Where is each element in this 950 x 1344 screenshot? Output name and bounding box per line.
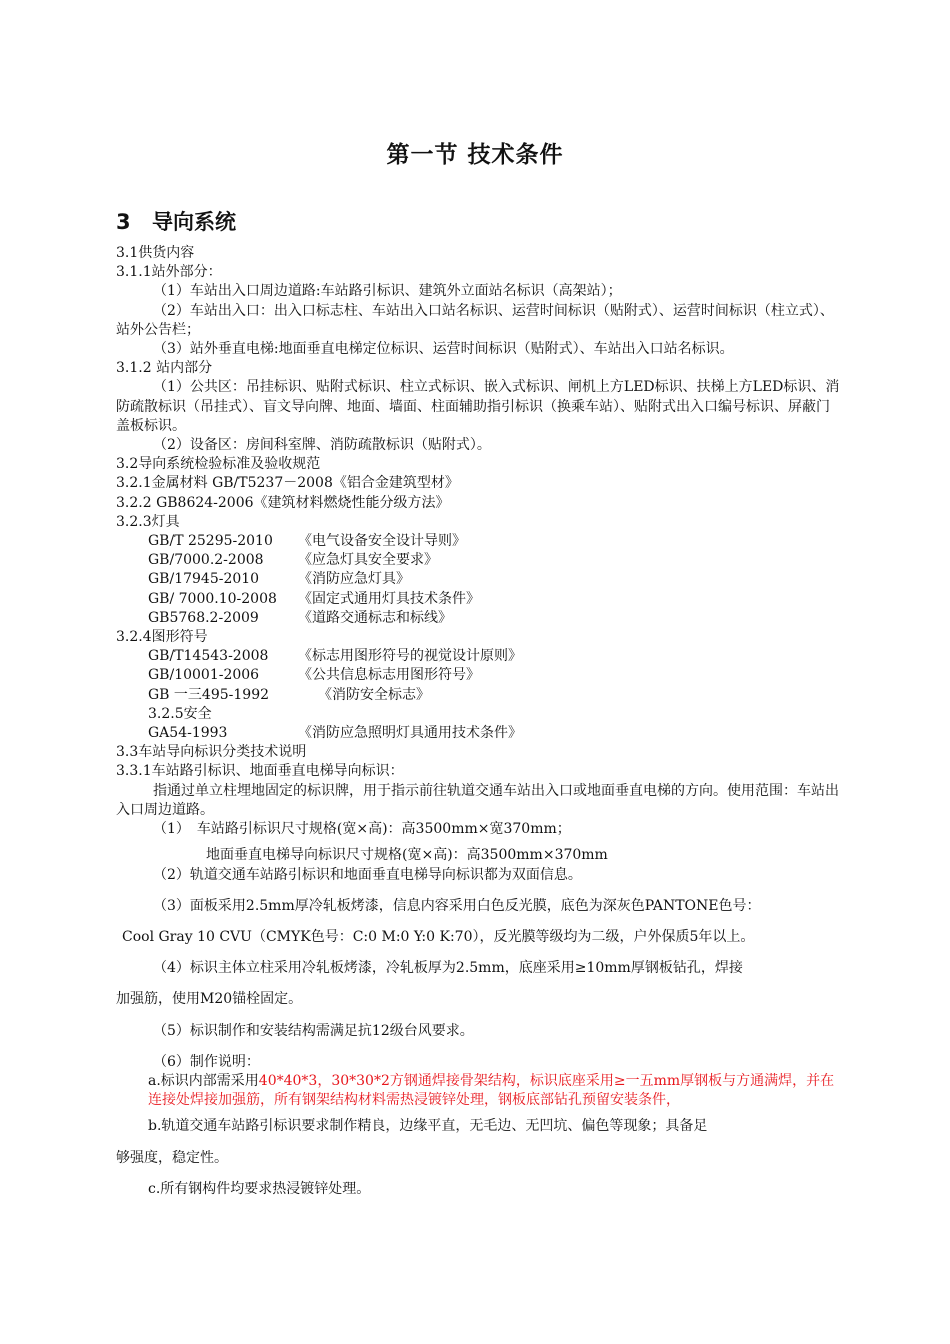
note-c: c.所有钢构件均要求热浸镀锌处理。 [148, 1180, 371, 1197]
section-number: 3 [116, 210, 131, 234]
item-outside-3: （3）站外垂直电梯:地面垂直电梯定位标识、运营时间标识（贴附式）、车站出入口站名标识。 [153, 341, 734, 358]
note-a: a.标识内部需采用40*40*3，30*30*2方钢通焊接骨架结构，标识底座采用≥一五mm厚钢板与方通满焊，并在连接处焊接加强筋，所有钢架结构材料需热浸镀锌处理，钢板底部钻孔预留安装条件， [148, 1072, 835, 1109]
note-b-cont: 够强度，稳定性。 [116, 1149, 228, 1166]
spec-2: （2）轨道交通车站路引标识和地面垂直电梯导向标识都为双面信息。 [153, 866, 582, 883]
line-3-3: 3.3车站导向标识分类技术说明 [116, 744, 307, 761]
line-3-1-2: 3.1.2 站内部分 [116, 360, 213, 377]
item-outside-2: （2）车站出入口：出入口标志柱、车站出入口站名标识、运营时间标识（贴附式）、运营时间标识（柱立式）、站外公告栏； [116, 302, 834, 338]
line-3-1-1: 3.1.1站外部分： [116, 264, 222, 281]
line-3-2-4: 3.2.4图形符号 [116, 629, 208, 646]
standard-row: GA54-1993 《消防应急照明灯具通用技术条件》 [148, 725, 522, 742]
spec-4: （4）标识主体立柱采用冷轧板烤漆，冷轧板厚为2.5mm，底座采用≥10mm厚钢板钻孔，焊接 [153, 960, 743, 977]
standard-row: GB/17945-2010 《消防应急灯具》 [148, 571, 410, 588]
standard-row: GB/7000.2-2008 《应急灯具安全要求》 [148, 552, 438, 569]
spec-5: （5）标识制作和安装结构需满足抗12级台风要求。 [153, 1022, 474, 1039]
spec-3-cont: Cool Gray 10 CVU（CMYK色号：C:0 M:0 Y:0 K:70），反光膜等级均为二级，户外保质5年以上。 [122, 928, 755, 945]
standard-row: GB 一三495-1992 《消防安全标志》 [148, 686, 430, 703]
document-body [116, 244, 842, 1199]
spec-1-cont: 地面垂直电梯导向标识尺寸规格(宽×高)：高3500mm×370mm [206, 847, 608, 864]
standard-row: GB/T 25295-2010 《电气设备安全设计导则》 [148, 533, 466, 550]
spec-3: （3）面板采用2.5mm厚冷轧板烤漆，信息内容采用白色反光膜，底色为深灰色PANTONE色号： [153, 897, 761, 914]
line-3-1: 3.1供货内容 [116, 245, 195, 261]
section-heading [116, 206, 236, 236]
page-title: 第一节 技术条件 [386, 142, 564, 168]
standard-row: GB5768.2-2009 《道路交通标志和标线》 [148, 609, 452, 626]
spec-6: （6）制作说明： [153, 1053, 260, 1070]
line-3-2-3: 3.2.3灯具 [116, 513, 180, 530]
section-label: 导向系统 [152, 210, 236, 234]
spec-1: （1） 车站路引标识尺寸规格(宽×高)：高3500mm×宽370mm； [153, 821, 571, 838]
standard-row: GB/T14543-2008 《标志用图形符号的视觉设计原则》 [148, 648, 522, 665]
line-3-2-2: 3.2.2 GB8624-2006《建筑材料燃烧性能分级方法》 [116, 494, 450, 511]
spec-4-cont: 加强筋，使用M20锚栓固定。 [116, 991, 303, 1008]
line-3-2-5: 3.2.5安全 [148, 705, 212, 722]
standard-row: GB/10001-2006 《公共信息标志用图形符号》 [148, 667, 480, 684]
paragraph-definition: 指通过单立柱埋地固定的标识牌，用于指示前往轨道交通车站出入口或地面垂直电梯的方向。使用范围：车站出入口周边道路。 [116, 782, 839, 818]
item-inside-1: （1）公共区：吊挂标识、贴附式标识、柱立式标识、嵌入式标识、闸机上方LED标识、扶梯上方LED标识、消防疏散标识（吊挂式）、盲文导向牌、地面、墙面、柱面辅助指引标识（换乘车站）、贴附式出入口编号标识、屏蔽门盖板标识。 [116, 379, 840, 434]
item-inside-2: （2）设备区：房间科室牌、消防疏散标识（贴附式）。 [153, 437, 491, 454]
line-3-3-1: 3.3.1车站路引标识、地面垂直电梯导向标识： [116, 763, 404, 780]
line-3-2-1: 3.2.1金属材料 GB/T5237－2008《铝合金建筑型材》 [116, 475, 459, 492]
item-outside-1: （1）车站出入口周边道路:车站路引标识、建筑外立面站名标识（高架站）； [153, 283, 622, 300]
highlighted-requirement: 40*40*3，30*30*2方钢通焊接骨架结构，标识底座采用≥一五mm厚钢板与方通满焊，并在连接处焊接加强筋，所有钢架结构材料需热浸镀锌处理，钢板底部钻孔预留安装条件， [148, 1072, 835, 1109]
line-3-2: 3.2导向系统检验标准及验收规范 [116, 456, 321, 473]
standard-row: GB/ 7000.10-2008 《固定式通用灯具技术条件》 [148, 590, 480, 607]
note-b: b.轨道交通车站路引标识要求制作精良，边缘平直，无毛边、无凹坑、偏色等现象；具备足 [148, 1118, 708, 1135]
